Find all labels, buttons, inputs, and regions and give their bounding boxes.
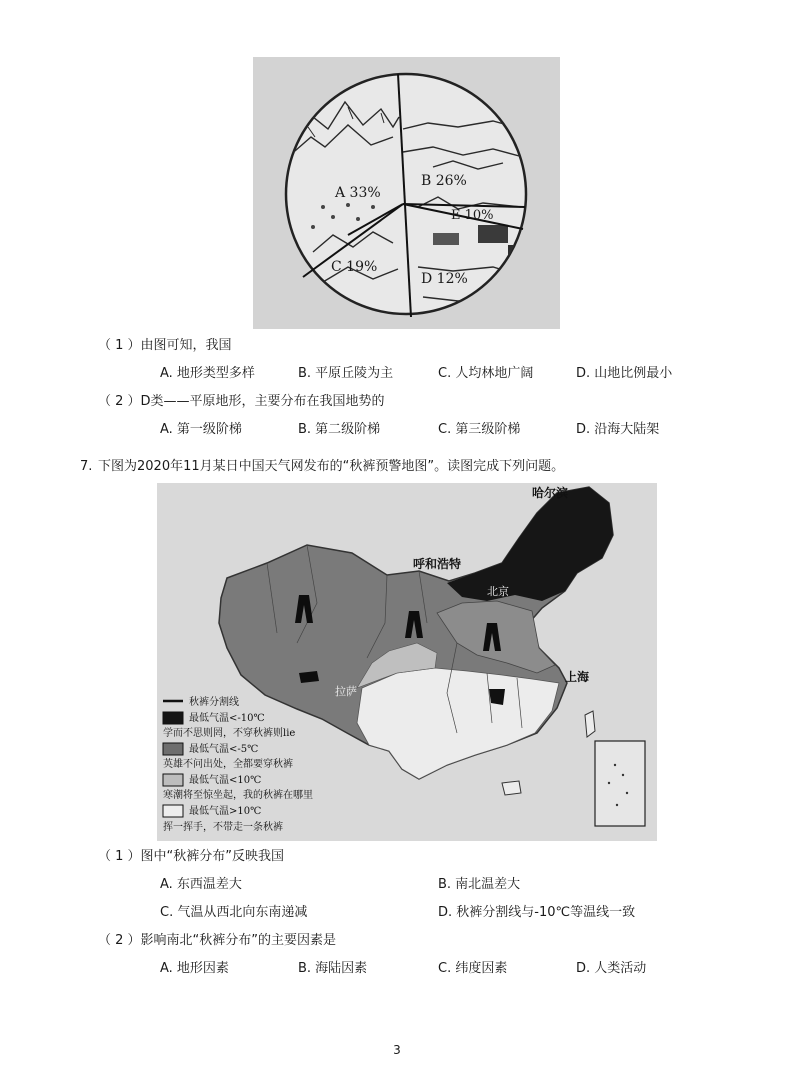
city-label-harbin: 哈尔滨 [532, 486, 569, 500]
q7-sub1-option-c[interactable]: C. 气温从西北向东南递减 [160, 905, 308, 920]
legend-swatch-below-minus10 [163, 712, 183, 724]
q6-sub1-option-c[interactable]: C. 人均林地广阔 [438, 366, 534, 381]
terrain-pie-drawing [253, 57, 560, 329]
pie-label-c: C 19% [331, 259, 378, 275]
legend-divider-label: 秋裤分割线 [189, 697, 239, 708]
china-map-drawing [157, 483, 657, 841]
legend-above-10-label: 最低气温>10℃ [189, 806, 262, 817]
legend-below-minus10-desc: 学而不思则罔，不穿秋裤则lie [163, 728, 296, 739]
q6-sub2-option-b[interactable]: B. 第二级阶梯 [298, 422, 381, 437]
q6-sub2-option-d[interactable]: D. 沿海大陆架 [576, 422, 660, 437]
long-johns-warning-map [157, 483, 657, 841]
city-label-beijing: 北京 [487, 585, 509, 598]
legend-below-minus10-label: 最低气温<-10℃ [189, 713, 265, 724]
pie-label-e: E 10% [451, 208, 494, 223]
q6-sub1-option-b[interactable]: B. 平原丘陵为主 [298, 366, 394, 381]
legend-below-10-desc: 寒潮将至惊坐起，我的秋裤在哪里 [163, 790, 313, 801]
q6-sub2-option-a[interactable]: A. 第一级阶梯 [160, 422, 242, 437]
q7-sub1-option-d[interactable]: D. 秋裤分割线与-10℃等温线一致 [438, 905, 636, 920]
city-label-shanghai: 上海 [565, 670, 590, 684]
q6-sub1-option-d[interactable]: D. 山地比例最小 [576, 366, 673, 381]
q7-sub2-option-b[interactable]: B. 海陆因素 [298, 961, 368, 976]
q6-sub1-option-a[interactable]: A. 地形类型多样 [160, 366, 255, 381]
q7-sub1-stem: （ 1 ）图中“秋裤分布”反映我国 [98, 849, 285, 864]
q6-sub1-stem: （ 1 ）由图可知，我国 [98, 338, 232, 353]
q7-sub2-option-d[interactable]: D. 人类活动 [576, 961, 647, 976]
q7-sub2-stem: （ 2 ）影响南北“秋裤分布”的主要因素是 [98, 933, 337, 948]
q7-sub1-option-b[interactable]: B. 南北温差大 [438, 877, 521, 892]
city-label-lhasa: 拉萨 [335, 685, 357, 698]
pie-label-d: D 12% [421, 271, 468, 287]
city-label-hohhot: 呼和浩特 [413, 557, 462, 571]
q6-sub2-stem: （ 2 ）D类——平原地形，主要分布在我国地势的 [98, 394, 385, 409]
q7-number: 7. [80, 459, 93, 474]
legend-below-minus5-desc: 英雄不问出处，全都要穿秋裤 [163, 759, 293, 770]
q7-sub2-option-c[interactable]: C. 纬度因素 [438, 961, 508, 976]
pie-label-a: A 33% [335, 185, 381, 201]
page-number: 3 [393, 1043, 401, 1057]
terrain-pie-figure [253, 57, 560, 329]
q6-sub2-option-c[interactable]: C. 第三级阶梯 [438, 422, 521, 437]
legend-below-10-label: 最低气温<10℃ [189, 775, 262, 786]
legend-swatch-below-10 [163, 774, 183, 786]
pie-label-b: B 26% [421, 173, 467, 189]
legend-above-10-desc: 挥一挥手，不带走一条秋裤 [163, 822, 283, 833]
legend-swatch-below-minus5 [163, 743, 183, 755]
legend-below-minus5-label: 最低气温<-5℃ [189, 744, 259, 755]
q7-sub1-option-a[interactable]: A. 东西温差大 [160, 877, 242, 892]
q7-sub2-option-a[interactable]: A. 地形因素 [160, 961, 229, 976]
q7-stem: 下图为2020年11月某日中国天气网发布的“秋裤预警地图”。读图完成下列问题。 [98, 459, 565, 474]
legend-swatch-above-10 [163, 805, 183, 817]
